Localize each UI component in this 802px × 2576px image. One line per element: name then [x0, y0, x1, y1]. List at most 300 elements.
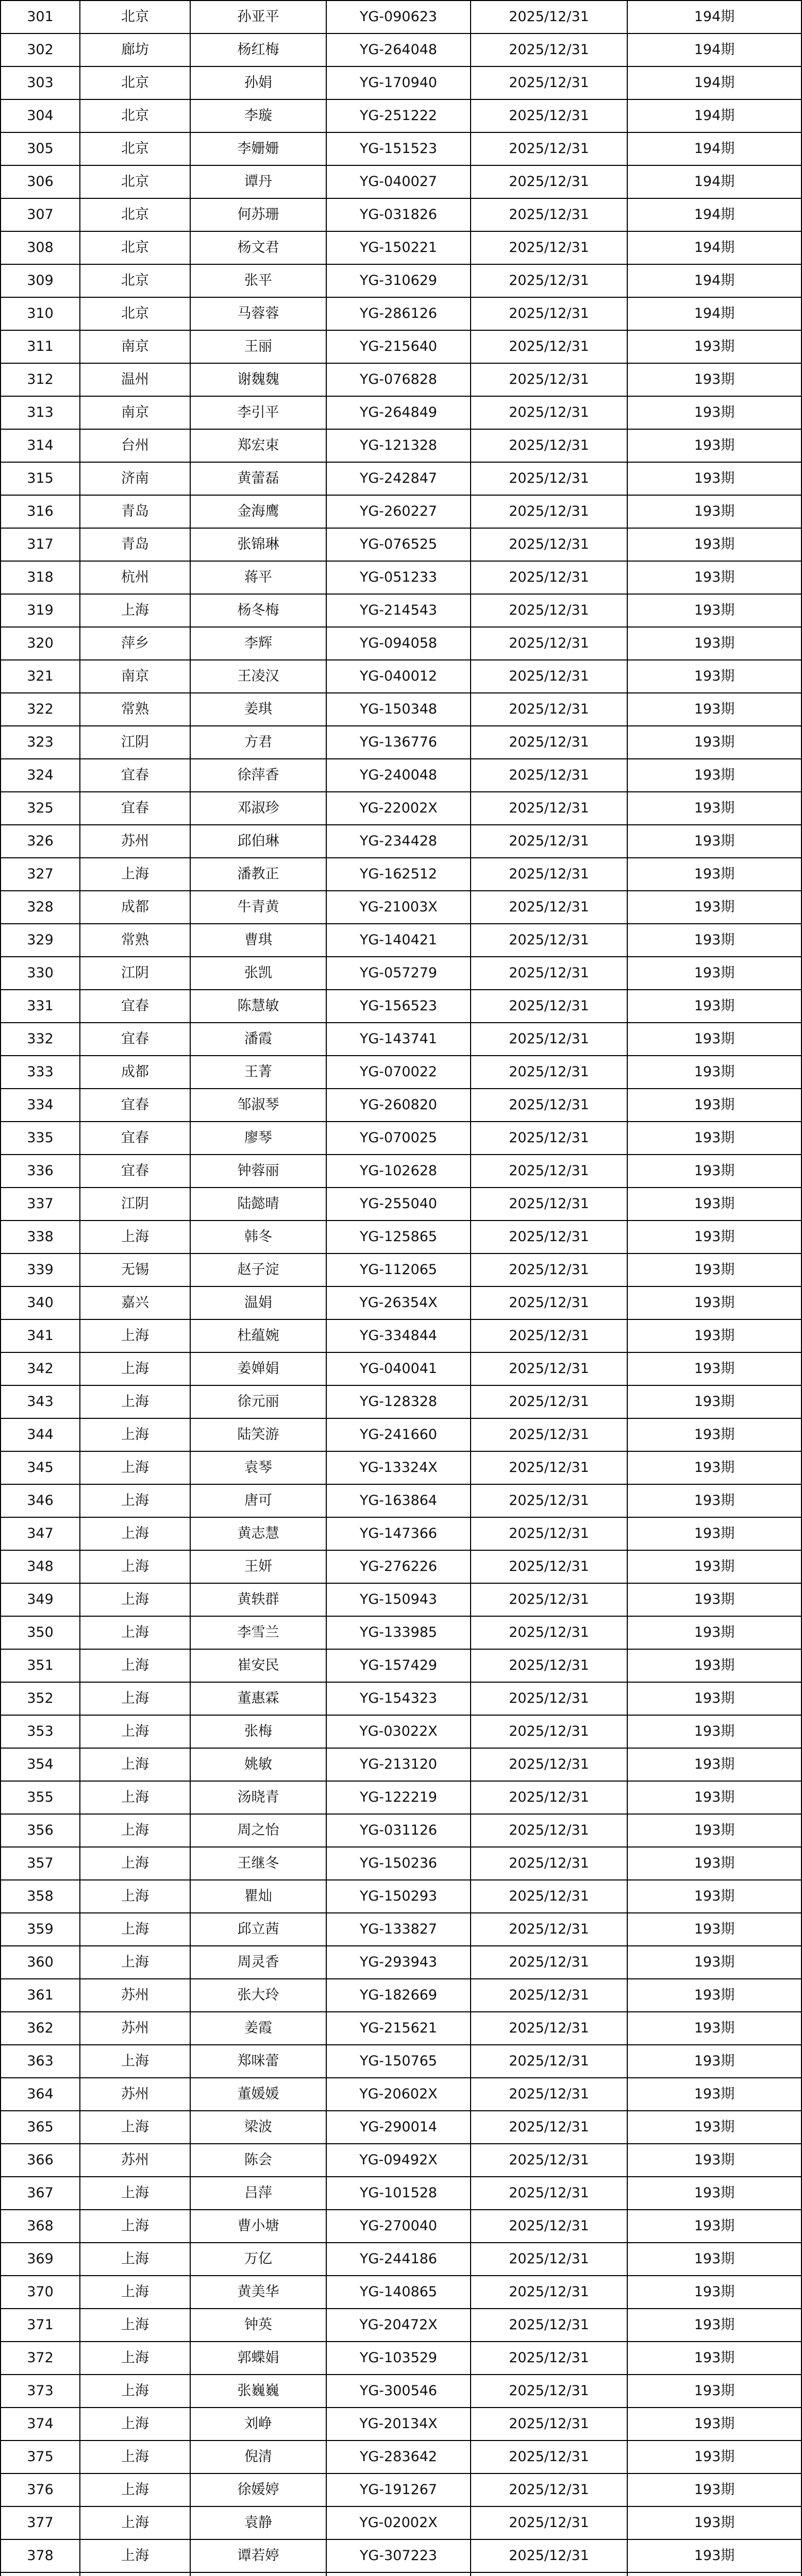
name-cell: 方君	[190, 726, 326, 759]
table-row	[1, 1451, 801, 1484]
row-number-cell: 333	[1, 1056, 80, 1089]
name-cell: 潘霞	[190, 1023, 326, 1056]
issue-cell: 193期	[627, 2506, 801, 2539]
name-cell: 钟英	[190, 2309, 326, 2342]
name-cell: 陆懿晴	[190, 1188, 326, 1221]
member-code-cell: YG-125865	[326, 1221, 471, 1253]
member-code-cell: YG-057279	[326, 957, 471, 990]
date-cell: 2025/12/31	[471, 1682, 627, 1715]
table-row	[1, 858, 801, 891]
row-number-cell: 360	[1, 1946, 80, 1979]
name-cell: 黄美华	[190, 2276, 326, 2309]
city-cell: 台州	[80, 429, 190, 462]
member-code-cell: YG-21003X	[326, 891, 471, 924]
name-cell: 吕萍	[190, 2177, 326, 2210]
issue-cell: 193期	[627, 2375, 801, 2408]
issue-cell: 193期	[627, 792, 801, 825]
city-cell: 宜春	[80, 1122, 190, 1155]
date-cell: 2025/12/31	[471, 264, 627, 297]
issue-cell: 193期	[627, 1023, 801, 1056]
member-code-cell: YG-234428	[326, 825, 471, 858]
member-code-cell: YG-241660	[326, 1418, 471, 1451]
date-cell: 2025/12/31	[471, 1319, 627, 1352]
table-row	[1, 1122, 801, 1155]
city-cell: 上海	[80, 2441, 190, 2473]
issue-cell: 193期	[627, 1253, 801, 1286]
row-number-cell: 328	[1, 891, 80, 924]
issue-cell: 193期	[627, 2012, 801, 2045]
city-cell: 苏州	[80, 2012, 190, 2045]
city-cell: 江阴	[80, 726, 190, 759]
member-code-cell: YG-122219	[326, 1781, 471, 1814]
issue-cell: 193期	[627, 1352, 801, 1385]
row-number-cell: 329	[1, 924, 80, 957]
issue-cell: 193期	[627, 2144, 801, 2177]
row-number-cell: 305	[1, 132, 80, 165]
issue-cell: 193期	[627, 561, 801, 594]
date-cell: 2025/12/31	[471, 1814, 627, 1847]
row-number-cell: 367	[1, 2177, 80, 2210]
table-row	[1, 429, 801, 462]
table-row	[1, 99, 801, 132]
date-cell: 2025/12/31	[471, 1253, 627, 1286]
table-row	[1, 2177, 801, 2210]
table-row	[1, 1517, 801, 1550]
member-code-cell: YG-276226	[326, 1550, 471, 1583]
name-cell: 陈慧敏	[190, 990, 326, 1023]
member-code-cell: YG-270040	[326, 2210, 471, 2243]
table-row	[1, 132, 801, 165]
date-cell: 2025/12/31	[471, 363, 627, 396]
member-code-cell: YG-076828	[326, 363, 471, 396]
issue-cell: 193期	[627, 1221, 801, 1253]
city-cell: 上海	[80, 1385, 190, 1418]
date-cell: 2025/12/31	[471, 858, 627, 891]
member-code-cell: YG-154323	[326, 1682, 471, 1715]
table-row	[1, 1715, 801, 1748]
city-cell: 南京	[80, 330, 190, 363]
row-number-cell: 325	[1, 792, 80, 825]
row-number-cell: 358	[1, 1880, 80, 1913]
name-cell: 董媛媛	[190, 2078, 326, 2111]
member-code-cell: YG-031126	[326, 1814, 471, 1847]
table-row	[1, 1221, 801, 1253]
issue-cell: 193期	[627, 1616, 801, 1649]
member-code-cell: YG-040027	[326, 165, 471, 198]
city-cell: 北京	[80, 165, 190, 198]
table-row	[1, 1, 801, 33]
member-code-cell: YG-140421	[326, 924, 471, 957]
row-number-cell: 327	[1, 858, 80, 891]
table-row	[1, 825, 801, 858]
city-cell: 上海	[80, 2111, 190, 2144]
table-row	[1, 2539, 801, 2572]
member-code-cell: YG-151523	[326, 132, 471, 165]
row-number-cell: 340	[1, 1286, 80, 1319]
member-code-cell: YG-20602X	[326, 2078, 471, 2111]
issue-cell: 193期	[627, 891, 801, 924]
city-cell: 苏州	[80, 2078, 190, 2111]
city-cell: 萍乡	[80, 627, 190, 660]
city-cell: 北京	[80, 297, 190, 330]
issue-cell: 193期	[627, 858, 801, 891]
city-cell: 北京	[80, 132, 190, 165]
member-code-cell: YG-191267	[326, 2473, 471, 2506]
row-number-cell: 349	[1, 1583, 80, 1616]
name-cell: 王丽	[190, 330, 326, 363]
name-cell: 张锦琳	[190, 528, 326, 561]
date-cell: 2025/12/31	[471, 1286, 627, 1319]
issue-cell: 193期	[627, 2045, 801, 2078]
city-cell: 嘉兴	[80, 1286, 190, 1319]
name-cell: 张大玲	[190, 1979, 326, 2012]
issue-cell: 193期	[627, 825, 801, 858]
member-code-cell: YG-293943	[326, 1946, 471, 1979]
table-row	[1, 2473, 801, 2506]
issue-cell: 193期	[627, 1056, 801, 1089]
city-cell: 成都	[80, 891, 190, 924]
member-code-cell: YG-140865	[326, 2276, 471, 2309]
row-number-cell: 303	[1, 66, 80, 99]
row-number-cell: 353	[1, 1715, 80, 1748]
issue-cell: 193期	[627, 1715, 801, 1748]
name-cell: 张梅	[190, 1715, 326, 1748]
date-cell: 2025/12/31	[471, 2144, 627, 2177]
date-cell: 2025/12/31	[471, 1188, 627, 1221]
issue-cell: 193期	[627, 1748, 801, 1781]
city-cell: 上海	[80, 1781, 190, 1814]
city-cell: 上海	[80, 2408, 190, 2441]
name-cell: 张凯	[190, 957, 326, 990]
date-cell: 2025/12/31	[471, 198, 627, 231]
name-cell: 李姗姗	[190, 132, 326, 165]
name-cell: 王菁	[190, 1056, 326, 1089]
table-row	[1, 264, 801, 297]
date-cell: 2025/12/31	[471, 2012, 627, 2045]
date-cell: 2025/12/31	[471, 2045, 627, 2078]
row-number-cell: 316	[1, 495, 80, 528]
table-row	[1, 1880, 801, 1913]
city-cell: 江阴	[80, 1188, 190, 1221]
city-cell: 无锡	[80, 1253, 190, 1286]
member-code-cell: YG-147366	[326, 1517, 471, 1550]
table-row	[1, 1089, 801, 1122]
table-row	[1, 2506, 801, 2539]
row-number-cell: 302	[1, 33, 80, 66]
table-row	[1, 528, 801, 561]
name-cell: 唐可	[190, 1484, 326, 1517]
table-row	[1, 2309, 801, 2342]
city-cell: 上海	[80, 2342, 190, 2375]
member-code-cell: YG-150943	[326, 1583, 471, 1616]
table-row	[1, 924, 801, 957]
issue-cell: 193期	[627, 1979, 801, 2012]
issue-cell: 193期	[627, 1583, 801, 1616]
name-cell: 李璇	[190, 99, 326, 132]
row-number-cell: 310	[1, 297, 80, 330]
issue-cell: 193期	[627, 2539, 801, 2572]
issue-cell: 193期	[627, 1089, 801, 1122]
date-cell: 2025/12/31	[471, 825, 627, 858]
member-code-cell: YG-214543	[326, 594, 471, 627]
row-number-cell: 324	[1, 759, 80, 792]
table-row	[1, 1979, 801, 2012]
city-cell: 苏州	[80, 1979, 190, 2012]
member-code-cell: YG-244186	[326, 2243, 471, 2276]
row-number-cell: 319	[1, 594, 80, 627]
member-code-cell: YG-150293	[326, 1880, 471, 1913]
issue-cell: 193期	[627, 2342, 801, 2375]
member-code-cell: YG-070025	[326, 1122, 471, 1155]
member-table-body	[1, 1, 801, 2576]
date-cell: 2025/12/31	[471, 2210, 627, 2243]
table-row	[1, 1023, 801, 1056]
issue-cell: 194期	[627, 198, 801, 231]
name-cell: 谭若婷	[190, 2539, 326, 2572]
date-cell: 2025/12/31	[471, 165, 627, 198]
row-number-cell: 301	[1, 1, 80, 33]
date-cell: 2025/12/31	[471, 1550, 627, 1583]
issue-cell	[627, 2572, 801, 2576]
issue-cell: 193期	[627, 2276, 801, 2309]
table-row	[1, 2210, 801, 2243]
row-number-cell: 348	[1, 1550, 80, 1583]
city-cell: 北京	[80, 231, 190, 264]
name-cell: 黄志慧	[190, 1517, 326, 1550]
city-cell: 青岛	[80, 528, 190, 561]
issue-cell: 194期	[627, 99, 801, 132]
name-cell: 姜霞	[190, 2012, 326, 2045]
table-row	[1, 231, 801, 264]
name-cell	[190, 2572, 326, 2576]
city-cell: 宜春	[80, 990, 190, 1023]
table-row	[1, 1913, 801, 1946]
row-number-cell: 343	[1, 1385, 80, 1418]
date-cell: 2025/12/31	[471, 528, 627, 561]
name-cell: 黄蕾磊	[190, 462, 326, 495]
member-code-cell: YG-162512	[326, 858, 471, 891]
issue-cell: 193期	[627, 1946, 801, 1979]
table-row	[1, 1155, 801, 1188]
city-cell: 上海	[80, 1418, 190, 1451]
row-number-cell	[1, 2572, 80, 2576]
table-row	[1, 2375, 801, 2408]
date-cell: 2025/12/31	[471, 759, 627, 792]
row-number-cell: 355	[1, 1781, 80, 1814]
date-cell: 2025/12/31	[471, 330, 627, 363]
table-row	[1, 2441, 801, 2473]
row-number-cell: 323	[1, 726, 80, 759]
date-cell: 2025/12/31	[471, 495, 627, 528]
name-cell: 王凌汉	[190, 660, 326, 693]
table-row	[1, 594, 801, 627]
member-code-cell: YG-150765	[326, 2045, 471, 2078]
issue-cell: 193期	[627, 462, 801, 495]
table-row	[1, 2408, 801, 2441]
row-number-cell: 315	[1, 462, 80, 495]
member-code-cell: YG-02002X	[326, 2506, 471, 2539]
date-cell: 2025/12/31	[471, 2441, 627, 2473]
issue-cell: 193期	[627, 2473, 801, 2506]
issue-cell: 193期	[627, 1550, 801, 1583]
row-number-cell: 311	[1, 330, 80, 363]
table-row	[1, 1286, 801, 1319]
row-number-cell: 374	[1, 2408, 80, 2441]
member-code-cell: YG-136776	[326, 726, 471, 759]
city-cell: 上海	[80, 1550, 190, 1583]
member-code-cell	[326, 2572, 471, 2576]
city-cell: 上海	[80, 1616, 190, 1649]
name-cell: 张巍巍	[190, 2375, 326, 2408]
city-cell: 上海	[80, 1748, 190, 1781]
name-cell: 黄轶群	[190, 1583, 326, 1616]
city-cell: 上海	[80, 2276, 190, 2309]
name-cell: 梁波	[190, 2111, 326, 2144]
table-row	[1, 363, 801, 396]
table-row	[1, 1946, 801, 1979]
city-cell	[80, 2572, 190, 2576]
row-number-cell: 344	[1, 1418, 80, 1451]
member-code-cell: YG-260227	[326, 495, 471, 528]
name-cell: 袁静	[190, 2506, 326, 2539]
member-code-cell: YG-133985	[326, 1616, 471, 1649]
member-code-cell: YG-290014	[326, 2111, 471, 2144]
date-cell: 2025/12/31	[471, 429, 627, 462]
name-cell: 王妍	[190, 1550, 326, 1583]
row-number-cell: 370	[1, 2276, 80, 2309]
member-code-cell: YG-051233	[326, 561, 471, 594]
issue-cell: 193期	[627, 1451, 801, 1484]
table-row	[1, 1550, 801, 1583]
row-number-cell: 304	[1, 99, 80, 132]
row-number-cell: 330	[1, 957, 80, 990]
city-cell: 宜春	[80, 1089, 190, 1122]
member-code-cell: YG-264048	[326, 33, 471, 66]
name-cell: 杨文君	[190, 231, 326, 264]
issue-cell: 193期	[627, 990, 801, 1023]
member-code-cell: YG-283642	[326, 2441, 471, 2473]
name-cell: 温娟	[190, 1286, 326, 1319]
name-cell: 袁琴	[190, 1451, 326, 1484]
issue-cell: 193期	[627, 1913, 801, 1946]
issue-cell: 193期	[627, 1484, 801, 1517]
row-number-cell: 366	[1, 2144, 80, 2177]
date-cell: 2025/12/31	[471, 693, 627, 726]
row-number-cell: 306	[1, 165, 80, 198]
name-cell: 曹小塘	[190, 2210, 326, 2243]
date-cell: 2025/12/31	[471, 1913, 627, 1946]
table-row	[1, 33, 801, 66]
member-code-cell: YG-150221	[326, 231, 471, 264]
issue-cell: 193期	[627, 759, 801, 792]
city-cell: 江阴	[80, 957, 190, 990]
row-number-cell: 373	[1, 2375, 80, 2408]
name-cell: 王继冬	[190, 1847, 326, 1880]
member-code-cell: YG-215621	[326, 2012, 471, 2045]
name-cell: 倪清	[190, 2441, 326, 2473]
date-cell: 2025/12/31	[471, 594, 627, 627]
date-cell: 2025/12/31	[471, 2342, 627, 2375]
issue-cell: 193期	[627, 528, 801, 561]
name-cell: 蒋平	[190, 561, 326, 594]
table-row	[1, 1748, 801, 1781]
issue-cell: 193期	[627, 363, 801, 396]
issue-cell: 193期	[627, 726, 801, 759]
row-number-cell: 307	[1, 198, 80, 231]
name-cell: 姜琪	[190, 693, 326, 726]
city-cell: 上海	[80, 2045, 190, 2078]
name-cell: 郭蝶娟	[190, 2342, 326, 2375]
city-cell: 苏州	[80, 2144, 190, 2177]
city-cell: 上海	[80, 1946, 190, 1979]
date-cell: 2025/12/31	[471, 2506, 627, 2539]
city-cell: 上海	[80, 858, 190, 891]
date-cell: 2025/12/31	[471, 1, 627, 33]
name-cell: 周之怡	[190, 1814, 326, 1847]
row-number-cell: 318	[1, 561, 80, 594]
city-cell: 宜春	[80, 1023, 190, 1056]
row-number-cell: 332	[1, 1023, 80, 1056]
name-cell: 汤晓青	[190, 1781, 326, 1814]
table-row	[1, 1814, 801, 1847]
member-code-cell: YG-300546	[326, 2375, 471, 2408]
table-row	[1, 891, 801, 924]
row-number-cell: 376	[1, 2473, 80, 2506]
row-number-cell: 377	[1, 2506, 80, 2539]
issue-cell: 193期	[627, 594, 801, 627]
table-row	[1, 1847, 801, 1880]
member-code-cell: YG-286126	[326, 297, 471, 330]
table-row	[1, 2111, 801, 2144]
member-code-cell: YG-09492X	[326, 2144, 471, 2177]
name-cell: 陆笑游	[190, 1418, 326, 1451]
city-cell: 宜春	[80, 759, 190, 792]
city-cell: 廊坊	[80, 33, 190, 66]
member-code-cell: YG-255040	[326, 1188, 471, 1221]
table-row	[1, 990, 801, 1023]
city-cell: 上海	[80, 594, 190, 627]
table-row	[1, 693, 801, 726]
city-cell: 北京	[80, 66, 190, 99]
city-cell: 上海	[80, 2243, 190, 2276]
table-row	[1, 66, 801, 99]
date-cell: 2025/12/31	[471, 1352, 627, 1385]
member-code-cell: YG-094058	[326, 627, 471, 660]
row-number-cell: 334	[1, 1089, 80, 1122]
name-cell: 孙娟	[190, 66, 326, 99]
issue-cell: 194期	[627, 165, 801, 198]
table-row	[1, 1484, 801, 1517]
issue-cell: 193期	[627, 1781, 801, 1814]
name-cell: 杨冬梅	[190, 594, 326, 627]
name-cell: 钟蓉丽	[190, 1155, 326, 1188]
name-cell: 邱立茜	[190, 1913, 326, 1946]
issue-cell: 193期	[627, 1814, 801, 1847]
member-code-cell: YG-101528	[326, 2177, 471, 2210]
date-cell: 2025/12/31	[471, 1781, 627, 1814]
name-cell: 邱伯琳	[190, 825, 326, 858]
city-cell: 北京	[80, 99, 190, 132]
city-cell: 上海	[80, 1847, 190, 1880]
issue-cell: 194期	[627, 132, 801, 165]
member-code-cell: YG-310629	[326, 264, 471, 297]
name-cell: 张平	[190, 264, 326, 297]
date-cell: 2025/12/31	[471, 990, 627, 1023]
date-cell: 2025/12/31	[471, 462, 627, 495]
table-row	[1, 2144, 801, 2177]
row-number-cell: 378	[1, 2539, 80, 2572]
city-cell: 上海	[80, 1484, 190, 1517]
